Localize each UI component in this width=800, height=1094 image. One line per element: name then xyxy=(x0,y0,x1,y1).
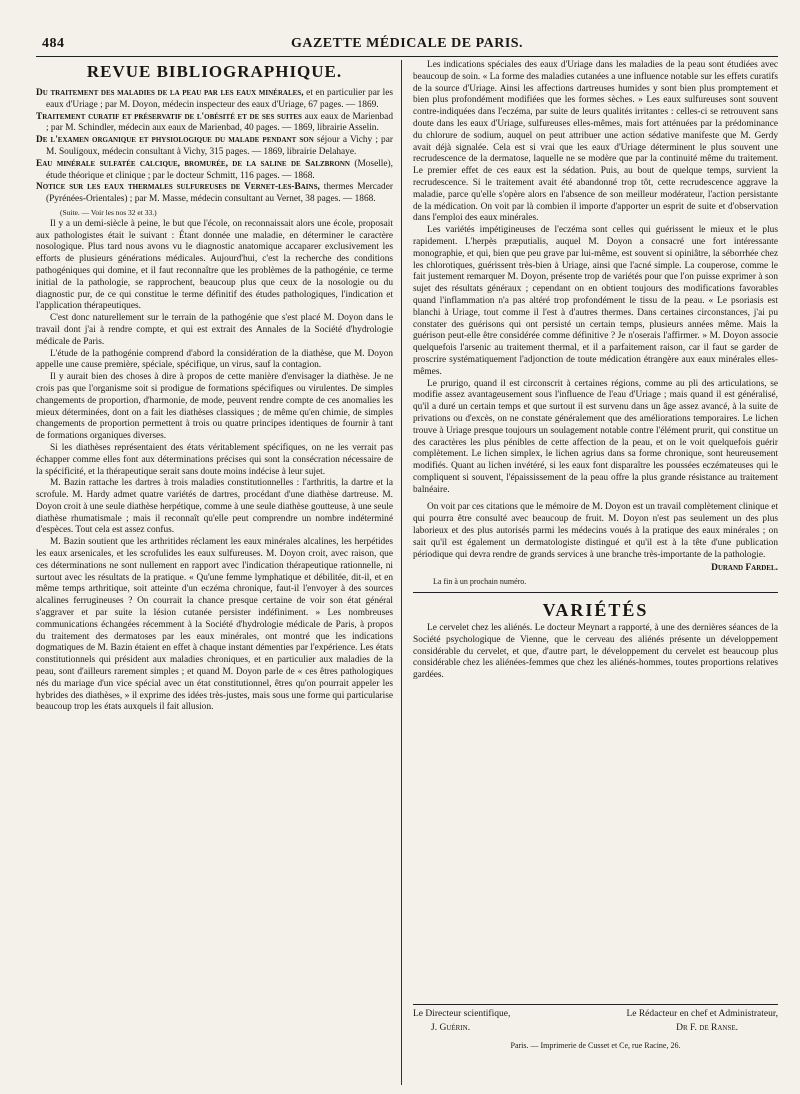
printer-imprint: Paris. — Imprimerie de Cusset et Ce, rue Racine, 26. xyxy=(510,1041,681,1050)
suite-note: (Suite. — Voir les nos 32 et 33.) xyxy=(60,207,157,217)
paragraph: Les variétés impétigineuses de l'eczéma sont celles qui guérissent le mieux et le plus rapidement. L'herpès præputialis, auquel M. Doyon a consacré une fort intéressante monographie, et qui, bien que peu grave par lui-même, est souvent si opiniâtre, la séborrhée chez les chlorotiques, guérissent très-bien à Uriage, ainsi que l'acné simple. La couperose, comme le fait justement remarquer M. Doyon, présente trop de variétés pour que l'on puisse exprimer à son sujet des résultats généraux ; cependant on en obtient toujours des modifications favorables quand l'inflammation n'a pas altéré trop profondément le tissu de la peau. « Le psoriasis est blanchi à Uriage, tout comme il l'est à d'autres thermes. Dans certaines circonstances, j'ai pu constater des guérisons qui ont persisté un certain temps, plusieurs années même. Mais la guérison peut-elle être considérée comme définitive ? Je n'oserais l'affirmer. » M. Doyon associe quelquefois l'arsenic au traitement thermal, et il a parfaitement raison, car il faut se garder de proscrire systématiquement l'adjonction de toute médication étrangère aux eaux minérales elles-mêmes. xyxy=(413,225,778,377)
paragraph: L'étude de la pathogénie comprend d'abord la considération de la diathèse, que M. Doyon appelle une cause première, spéciale, spécifique, un virus, sauf la contagion. xyxy=(36,348,393,371)
paragraph: C'est donc naturellement sur le terrain de la pathogénie que s'est placé M. Doyon dans le travail dont j'ai à rendre compte, et qui est extrait des Annales de la Société d'hydrologie médicale de Paris. xyxy=(36,313,393,347)
footer-rule xyxy=(413,1004,778,1005)
bib-entry: De l'examen organique et physiologique du malade pendant son séjour a Vichy ; par M. Souligoux, médecin consultant à Vichy, 315 pages. — 1869, librairie Delahaye. xyxy=(36,135,393,157)
varietes-title: VARIÉTÉS xyxy=(542,600,649,621)
paragraph: Les indications spéciales des eaux d'Uriage dans les maladies de la peau sont étudiées avec beaucoup de soin. « La forme des maladies cutanées a une influence notable sur les effets curatifs de la source d'Uriage. Ainsi les affections dartreuses humides y sont bien plus promptement et bien plus profondément modifiées que les formes sèches. » Les eaux sulfureuses sont souvent contre-indiquées dans l'eczéma, par suite de leurs qualités irritantes : celles-ci se retrouvent sans doute dans les eaux d'Uriage, sulfureuses elles-mêmes, mais fort atténuées par la prédominance du chlorure de sodium, auquel on peut attribuer une action sédative manifeste que M. Gerdy avait déjà signalée. Cela est si vrai que les eaux d'Uriage déterminent le plus souvent une recrudescence de la dermatose, laquelle ne se modère que par la continuité même du traitement. Le premier effet de ces eaux est la sédation. Puis, au bout de quelque temps, survient la recrudescence. Si le traitement avait été abandonné trop tôt, cette recrudescence aggrave la maladie, parce qu'elle s'opère alors en l'absence de son meilleur modérateur, l'action persistante de la médication. On voit par là combien il importe d'apporter un esprit de suite et d'observation dans l'emploi des eaux minérales. xyxy=(413,60,778,224)
director-name: J. Guérin. xyxy=(431,1023,471,1033)
paragraph: Il y aurait bien des choses à dire à propos de cette manière d'envisager la diathèse. Je ne crois pas que l'organisme soit si prodigue de formations spécifiques ou virulentes. De simples changements de proportion, d'harmonie, de mode, peuvent rendre compte de ces anomalies les mieux déterminées, dont on a fait les diathèses classiques ; de même qu'en chimie, de simples changements de proportion permettent à trois ou quatre principes identiques de fournir à tant de formations organiques diverses. xyxy=(36,372,393,442)
section-rule xyxy=(413,592,778,593)
header-rule xyxy=(36,56,778,57)
section-title: REVUE BIBLIOGRAPHIQUE. xyxy=(86,62,343,81)
paragraph: Si les diathèses représentaient des états véritablement spécifiques, on ne les verrait pas échapper comme elles font aux déterminations précises qui sont la consécration nécessaire de la spécificité, et la thérapeutique serait sans doute moins indécise à leur sujet. xyxy=(36,442,393,477)
paragraph: M. Bazin soutient que les arthritides réclament les eaux minérales alcalines, les herpétides les eaux arsenicales, et les scrofulides les eaux sulfureuses. M. Doyon croit, avec raison, que ces déterminations ne sont nullement en rapport avec l'indication thérapeutique rationnelle, ni surtout avec les résultats de la pratique. « Qu'une femme lymphatique et débilitée, dit-il, et en même temps arthritique, soit atteinte d'un eczéma chronique, faut-il l'envoyer à des sources alcalines ferrugineuses ? On courrait la chance presque certaine de voir son état général s'aggraver et par suite la lésion cutanée persister indéfiniment. » Les nombreuses communications échangées récemment à la Société d'hydrologie médicale de Paris, à propos du traitement des dermatoses par les eaux minérales, ont montré que les indications dogmatiques de M. Bazin étaient en effet à chaque instant démenties par l'expérience. Les états constitutionnels qui président aux maladies chroniques, et en particulier aux maladies de la peau, sont d'ailleurs rarement simples ; et quand M. Doyon parle de « ces êtres pathologiques nés du mariage d'un vice spécial avec un état constitutionnel, êtres qu'on pourrait appeler les hybrides des diathèses, » il exprime des idées très-justes, mais sous une forme qui particularise beaucoup trop les états auxquels il fait allusion. xyxy=(36,537,393,713)
bib-entry: Traitement curatif et préservatif de l'obésité et de ses suites aux eaux de Marienbad ; par M. Schindler, médecin aux eaux de Marienbad, 40 pages. — 1869, librairie Asselin. xyxy=(36,111,394,134)
paragraph: Il y a un demi-siècle à peine, le but que l'école, on reconnaissait alors une école, proposait aux pathologistes était le suivant : Étant donnée une maladie, en déterminer le caractère nosologique. Plus tard nous avons vu le diagnostic anatomique accaparer exclusivement les efforts de plusieurs générations médicales. Aujourd'hui, c'est la recherche des conditions pathogéniques qui domine, et il faut reconnaître que les problèmes de la pathogénie, ce terme initial de la pathologie, se rapprochent, beaucoup plus que ceux de la nosologie ou du diagnostic pur, de ce qui constitue le terme définitif des études pathologiques, l'indication et l'application thérapeutiques. xyxy=(36,218,393,312)
page-header xyxy=(36,36,778,54)
column-divider xyxy=(401,60,402,1085)
paragraph: On voit par ces citations que le mémoire de M. Doyon est un travail complètement clinique et qui pourra être consulté avec beaucoup de fruit. M. Doyon n'est pas seulement un des plus laborieux et des plus autorisés parmi les médecins voués à la pratique des eaux minérales ; on sait qu'il est également un dermatologiste distingué et qu'il est à la tête d'une publication périodique qui devra rendre de grands services à une branche très-importante de la pathologie. xyxy=(413,502,778,560)
page-footer xyxy=(413,1004,778,1050)
bib-entry: Notice sur les eaux thermales sulfureuses de Vernet-les-Bains, thermes Mercader (Pyrénées-Orientales) ; par M. Masse, médecin consultant au Vernet, 38 pages. — 1868. xyxy=(36,182,393,205)
journal-title: GAZETTE MÉDICALE DE PARIS. xyxy=(290,36,524,51)
paragraph: M. Bazin rattache les dartres à trois maladies constitutionnelles : l'arthritis, la dartre et la scrofule. M. Hardy admet quatre variétés de dartres, procédant d'une diathèse dartreuse. M. Doyon croit à une seule diathèse herpétique, comme à une seule diathèse goutteuse, à une seule diathèse rhumatismale ; mais il reconnaît qu'elle peut comprendre un nombre indéterminé d'espèces. Tout cela est assez confus. xyxy=(36,478,393,536)
page-number: 484 xyxy=(42,36,65,51)
bib-entry: Eau minérale sulfatée calcique, bromurée, de la saline de Salzbronn (Moselle), étude théorique et clinique ; par le docteur Schmitt, 116 pages. — 1868. xyxy=(36,158,393,181)
continued-note: La fin à un prochain numéro. xyxy=(433,577,527,587)
editor-label: Le Rédacteur en chef et Administrateur, xyxy=(626,1009,778,1019)
editor-name: Dr F. de Ranse. xyxy=(676,1023,738,1033)
varietes-paragraph: Le cervelet chez les aliénés. Le docteur Meynart a rapporté, à une des dernières séances de la Société psychologique de Vienne, que le cerveau des aliénés présente un développement considérable du cervelet, et que, d'autre part, le développement du cervelet est beaucoup plus considérable chez les aliénées-femmes que chez les aliénés-hommes, toutes proportions relatives gardées. xyxy=(413,623,778,681)
paragraph: Le prurigo, quand il est circonscrit à certaines régions, comme au pli des articulations, se modifie assez avantageusement sous l'influence de l'eau d'Uriage ; mais quand il est généralisé, qu'il a duré un certain temps et que surtout il est survenu dans un âge assez avancé, à la suite de privations ou d'excès, on ne constate généralement que des améliorations temporaires. Le lichen trouve à Uriage presque toujours un soulagement notable contre l'élément prurit, qui constitue un des caractères les plus pénibles de cette affection de la peau, et on le voit quelquefois guérir complètement. Le lichen simplex, le lichen agrius dans sa forme chronique, sont heureusement modifiés. Quant au lichen invétéré, si les eaux font disparaître les poussées eczémateuses qui le compliquent si souvent, l'épaississement de la peau offre la plus grande résistance au traitement balnéaire. xyxy=(413,378,778,495)
signature: Durand Fardel. xyxy=(711,563,778,574)
bib-entry: Du traitement des maladies de la peau par les eaux minérales, et en particulier par les eaux d'Uriage ; par M. Doyon, médecin inspecteur des eaux d'Uriage, 67 pages. — 1869. xyxy=(36,88,393,110)
right-column xyxy=(413,60,778,682)
left-column xyxy=(36,60,393,714)
director-label: Le Directeur scientifique, xyxy=(413,1009,511,1019)
